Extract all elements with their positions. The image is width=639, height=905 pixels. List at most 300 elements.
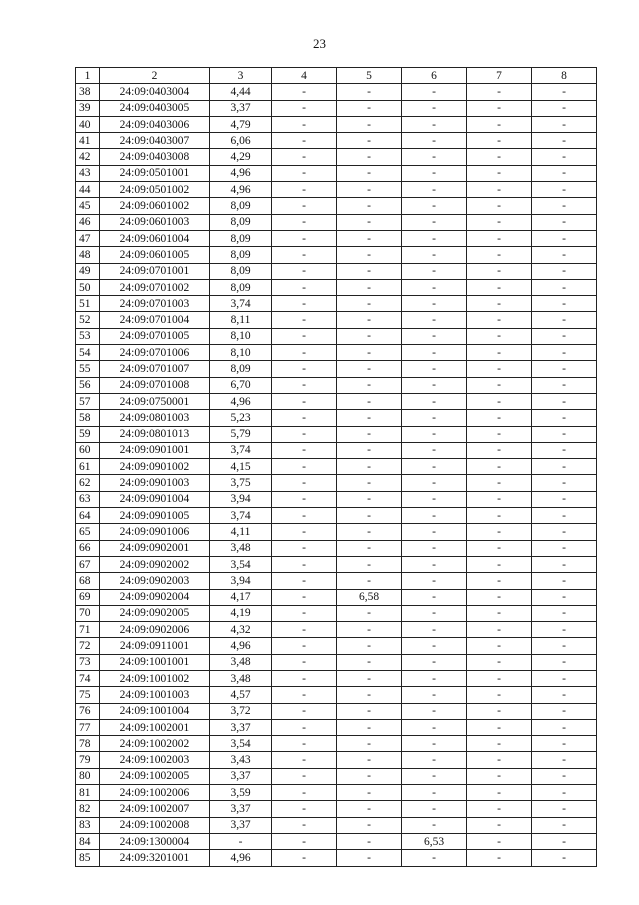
row-number-cell: 57	[76, 393, 100, 409]
value-col-7-cell: -	[467, 785, 532, 801]
cadastral-number-cell: 24:09:0901003	[100, 475, 210, 491]
table-row	[76, 198, 597, 214]
value-col-6-cell: -	[402, 736, 467, 752]
value-col-5-cell: -	[337, 312, 402, 328]
value-col-8-cell: -	[532, 719, 597, 735]
value-col-6-cell: -	[402, 573, 467, 589]
table-row	[76, 785, 597, 801]
value-col-4-cell: -	[272, 345, 337, 361]
value-col-8-cell: -	[532, 279, 597, 295]
value-col-5-cell: -	[337, 785, 402, 801]
cadastral-number-cell: 24:09:0701003	[100, 296, 210, 312]
value-col-8-cell: -	[532, 393, 597, 409]
cadastral-number-cell: 24:09:3201001	[100, 850, 210, 866]
row-number-cell: 60	[76, 442, 100, 458]
value-col-8-cell: -	[532, 768, 597, 784]
value-col-6-cell: -	[402, 312, 467, 328]
value-col-5-cell: -	[337, 426, 402, 442]
cadastral-number-cell: 24:09:0901004	[100, 491, 210, 507]
table-row	[76, 736, 597, 752]
row-number-cell: 82	[76, 801, 100, 817]
value-col-7-cell: -	[467, 328, 532, 344]
value-col-8-cell: -	[532, 638, 597, 654]
value-col-6-cell: -	[402, 459, 467, 475]
value-col-8-cell: -	[532, 556, 597, 572]
table-row	[76, 84, 597, 100]
value-col-6-cell: -	[402, 214, 467, 230]
value-col-4-cell: -	[272, 817, 337, 833]
cadastral-number-cell: 24:09:1002001	[100, 719, 210, 735]
value-col-7-cell: -	[467, 442, 532, 458]
value-col-6-cell: -	[402, 442, 467, 458]
value-col-3-cell: 8,09	[210, 279, 272, 295]
value-col-8-cell: -	[532, 850, 597, 866]
cadastral-number-cell: 24:09:0403006	[100, 116, 210, 132]
value-col-6-cell: -	[402, 133, 467, 149]
value-col-5-cell: -	[337, 459, 402, 475]
column-header-8: 8	[532, 68, 597, 84]
row-number-cell: 49	[76, 263, 100, 279]
value-col-8-cell: -	[532, 670, 597, 686]
cadastral-number-cell: 24:09:1001003	[100, 687, 210, 703]
row-number-cell: 52	[76, 312, 100, 328]
value-col-3-cell: 4,96	[210, 182, 272, 198]
value-col-4-cell: -	[272, 361, 337, 377]
cadastral-number-cell: 24:09:1002005	[100, 768, 210, 784]
value-col-3-cell: 3,59	[210, 785, 272, 801]
value-col-7-cell: -	[467, 752, 532, 768]
cadastral-number-cell: 24:09:0901002	[100, 459, 210, 475]
value-col-6-cell: -	[402, 850, 467, 866]
value-col-3-cell: 5,23	[210, 410, 272, 426]
value-col-3-cell: 4,44	[210, 84, 272, 100]
value-col-3-cell: -	[210, 833, 272, 849]
value-col-5-cell: -	[337, 230, 402, 246]
value-col-7-cell: -	[467, 508, 532, 524]
value-col-7-cell: -	[467, 654, 532, 670]
value-col-3-cell: 5,79	[210, 426, 272, 442]
cadastral-number-cell: 24:09:1300004	[100, 833, 210, 849]
value-col-3-cell: 6,06	[210, 133, 272, 149]
row-number-cell: 48	[76, 247, 100, 263]
cadastral-number-cell: 24:09:0601002	[100, 198, 210, 214]
cadastral-number-cell: 24:09:0750001	[100, 393, 210, 409]
cadastral-number-cell: 24:09:0801013	[100, 426, 210, 442]
value-col-8-cell: -	[532, 214, 597, 230]
value-col-3-cell: 3,37	[210, 768, 272, 784]
value-col-8-cell: -	[532, 524, 597, 540]
value-col-5-cell: -	[337, 475, 402, 491]
row-number-cell: 68	[76, 573, 100, 589]
value-col-5-cell: -	[337, 573, 402, 589]
value-col-4-cell: -	[272, 605, 337, 621]
value-col-4-cell: -	[272, 442, 337, 458]
value-col-4-cell: -	[272, 165, 337, 181]
value-col-4-cell: -	[272, 230, 337, 246]
cadastral-number-cell: 24:09:0902001	[100, 540, 210, 556]
value-col-4-cell: -	[272, 296, 337, 312]
value-col-5-cell: -	[337, 165, 402, 181]
row-number-cell: 83	[76, 817, 100, 833]
value-col-8-cell: -	[532, 801, 597, 817]
value-col-3-cell: 6,70	[210, 377, 272, 393]
value-col-3-cell: 3,94	[210, 491, 272, 507]
value-col-5-cell: -	[337, 622, 402, 638]
value-col-7-cell: -	[467, 475, 532, 491]
value-col-3-cell: 3,74	[210, 442, 272, 458]
table-row	[76, 719, 597, 735]
table-row	[76, 312, 597, 328]
cadastral-number-cell: 24:09:1002006	[100, 785, 210, 801]
data-table	[75, 67, 597, 867]
cadastral-number-cell: 24:09:0501002	[100, 182, 210, 198]
value-col-6-cell: -	[402, 475, 467, 491]
value-col-6-cell: -	[402, 817, 467, 833]
value-col-4-cell: -	[272, 524, 337, 540]
table-row	[76, 703, 597, 719]
cadastral-number-cell: 24:09:0701006	[100, 345, 210, 361]
value-col-7-cell: -	[467, 345, 532, 361]
value-col-3-cell: 3,94	[210, 573, 272, 589]
value-col-5-cell: -	[337, 328, 402, 344]
value-col-5-cell: -	[337, 410, 402, 426]
value-col-6-cell: -	[402, 703, 467, 719]
value-col-7-cell: -	[467, 459, 532, 475]
value-col-8-cell: -	[532, 230, 597, 246]
value-col-7-cell: -	[467, 817, 532, 833]
value-col-4-cell: -	[272, 687, 337, 703]
value-col-3-cell: 8,09	[210, 247, 272, 263]
value-col-7-cell: -	[467, 833, 532, 849]
value-col-7-cell: -	[467, 149, 532, 165]
row-number-cell: 61	[76, 459, 100, 475]
value-col-7-cell: -	[467, 687, 532, 703]
value-col-8-cell: -	[532, 442, 597, 458]
value-col-8-cell: -	[532, 508, 597, 524]
value-col-5-cell: -	[337, 605, 402, 621]
value-col-5-cell: -	[337, 100, 402, 116]
table-row	[76, 654, 597, 670]
value-col-8-cell: -	[532, 573, 597, 589]
table-row	[76, 556, 597, 572]
table-row	[76, 540, 597, 556]
value-col-3-cell: 8,09	[210, 198, 272, 214]
cadastral-number-cell: 24:09:1001001	[100, 654, 210, 670]
table-row	[76, 459, 597, 475]
value-col-4-cell: -	[272, 638, 337, 654]
table-row	[76, 361, 597, 377]
value-col-6-cell: -	[402, 670, 467, 686]
table-row	[76, 182, 597, 198]
table-row	[76, 491, 597, 507]
value-col-5-cell: -	[337, 149, 402, 165]
value-col-5-cell: -	[337, 345, 402, 361]
value-col-5-cell: -	[337, 84, 402, 100]
row-number-cell: 45	[76, 198, 100, 214]
column-header-1: 1	[76, 68, 100, 84]
value-col-8-cell: -	[532, 817, 597, 833]
value-col-5-cell: -	[337, 556, 402, 572]
cadastral-number-cell: 24:09:1002003	[100, 752, 210, 768]
value-col-8-cell: -	[532, 100, 597, 116]
value-col-5-cell: -	[337, 214, 402, 230]
value-col-5-cell: -	[337, 442, 402, 458]
value-col-6-cell: -	[402, 116, 467, 132]
value-col-4-cell: -	[272, 833, 337, 849]
value-col-7-cell: -	[467, 573, 532, 589]
cadastral-number-cell: 24:09:0901005	[100, 508, 210, 524]
value-col-8-cell: -	[532, 296, 597, 312]
value-col-3-cell: 3,48	[210, 540, 272, 556]
value-col-8-cell: -	[532, 149, 597, 165]
value-col-4-cell: -	[272, 393, 337, 409]
value-col-3-cell: 4,96	[210, 165, 272, 181]
value-col-6-cell: -	[402, 801, 467, 817]
row-number-cell: 46	[76, 214, 100, 230]
value-col-5-cell: -	[337, 703, 402, 719]
value-col-7-cell: -	[467, 198, 532, 214]
value-col-4-cell: -	[272, 573, 337, 589]
table-row	[76, 850, 597, 866]
value-col-6-cell: -	[402, 687, 467, 703]
value-col-5-cell: -	[337, 540, 402, 556]
value-col-5-cell: -	[337, 736, 402, 752]
row-number-cell: 55	[76, 361, 100, 377]
value-col-5-cell: -	[337, 817, 402, 833]
value-col-3-cell: 8,11	[210, 312, 272, 328]
value-col-5-cell: -	[337, 263, 402, 279]
value-col-3-cell: 8,10	[210, 345, 272, 361]
value-col-6-cell: 6,53	[402, 833, 467, 849]
value-col-7-cell: -	[467, 736, 532, 752]
table-row	[76, 605, 597, 621]
table-row	[76, 328, 597, 344]
cadastral-number-cell: 24:09:1001004	[100, 703, 210, 719]
value-col-5-cell: -	[337, 116, 402, 132]
value-col-8-cell: -	[532, 263, 597, 279]
row-number-cell: 62	[76, 475, 100, 491]
table-row	[76, 100, 597, 116]
cadastral-number-cell: 24:09:0911001	[100, 638, 210, 654]
value-col-6-cell: -	[402, 345, 467, 361]
value-col-3-cell: 4,29	[210, 149, 272, 165]
value-col-4-cell: -	[272, 556, 337, 572]
table-body	[76, 84, 597, 866]
value-col-5-cell: 6,58	[337, 589, 402, 605]
table-row	[76, 165, 597, 181]
value-col-7-cell: -	[467, 361, 532, 377]
value-col-6-cell: -	[402, 556, 467, 572]
value-col-4-cell: -	[272, 752, 337, 768]
value-col-7-cell: -	[467, 133, 532, 149]
value-col-3-cell: 3,48	[210, 654, 272, 670]
table-row	[76, 442, 597, 458]
cadastral-number-cell: 24:09:0701002	[100, 279, 210, 295]
cadastral-number-cell: 24:09:0501001	[100, 165, 210, 181]
table-row	[76, 687, 597, 703]
table-row	[76, 426, 597, 442]
column-header-6: 6	[402, 68, 467, 84]
row-number-cell: 74	[76, 670, 100, 686]
value-col-4-cell: -	[272, 785, 337, 801]
row-number-cell: 53	[76, 328, 100, 344]
table-row	[76, 524, 597, 540]
value-col-8-cell: -	[532, 833, 597, 849]
value-col-3-cell: 8,09	[210, 361, 272, 377]
row-number-cell: 43	[76, 165, 100, 181]
row-number-cell: 80	[76, 768, 100, 784]
value-col-4-cell: -	[272, 736, 337, 752]
value-col-6-cell: -	[402, 182, 467, 198]
value-col-8-cell: -	[532, 752, 597, 768]
value-col-4-cell: -	[272, 426, 337, 442]
value-col-4-cell: -	[272, 116, 337, 132]
value-col-3-cell: 3,75	[210, 475, 272, 491]
row-number-cell: 64	[76, 508, 100, 524]
value-col-4-cell: -	[272, 801, 337, 817]
table-row	[76, 279, 597, 295]
table-header-row	[76, 68, 597, 84]
cadastral-number-cell: 24:09:1002008	[100, 817, 210, 833]
table-row	[76, 508, 597, 524]
table-row	[76, 589, 597, 605]
value-col-4-cell: -	[272, 589, 337, 605]
row-number-cell: 67	[76, 556, 100, 572]
value-col-5-cell: -	[337, 508, 402, 524]
value-col-4-cell: -	[272, 508, 337, 524]
cadastral-number-cell: 24:09:0403008	[100, 149, 210, 165]
table-row	[76, 263, 597, 279]
table-row	[76, 752, 597, 768]
row-number-cell: 54	[76, 345, 100, 361]
value-col-5-cell: -	[337, 524, 402, 540]
value-col-7-cell: -	[467, 524, 532, 540]
value-col-7-cell: -	[467, 182, 532, 198]
value-col-3-cell: 3,54	[210, 736, 272, 752]
cadastral-number-cell: 24:09:0601005	[100, 247, 210, 263]
row-number-cell: 72	[76, 638, 100, 654]
value-col-4-cell: -	[272, 247, 337, 263]
value-col-7-cell: -	[467, 556, 532, 572]
value-col-8-cell: -	[532, 622, 597, 638]
row-number-cell: 41	[76, 133, 100, 149]
value-col-7-cell: -	[467, 801, 532, 817]
row-number-cell: 56	[76, 377, 100, 393]
value-col-7-cell: -	[467, 622, 532, 638]
value-col-3-cell: 8,09	[210, 230, 272, 246]
value-col-6-cell: -	[402, 100, 467, 116]
table-row	[76, 149, 597, 165]
cadastral-number-cell: 24:09:0701008	[100, 377, 210, 393]
cadastral-number-cell: 24:09:0902004	[100, 589, 210, 605]
value-col-3-cell: 4,79	[210, 116, 272, 132]
value-col-4-cell: -	[272, 100, 337, 116]
value-col-4-cell: -	[272, 198, 337, 214]
value-col-4-cell: -	[272, 263, 337, 279]
value-col-3-cell: 4,17	[210, 589, 272, 605]
value-col-3-cell: 4,15	[210, 459, 272, 475]
table-row	[76, 801, 597, 817]
value-col-5-cell: -	[337, 638, 402, 654]
value-col-5-cell: -	[337, 279, 402, 295]
value-col-3-cell: 3,54	[210, 556, 272, 572]
value-col-8-cell: -	[532, 247, 597, 263]
value-col-7-cell: -	[467, 296, 532, 312]
value-col-8-cell: -	[532, 410, 597, 426]
value-col-3-cell: 3,37	[210, 100, 272, 116]
value-col-7-cell: -	[467, 165, 532, 181]
value-col-3-cell: 8,09	[210, 214, 272, 230]
value-col-7-cell: -	[467, 605, 532, 621]
value-col-7-cell: -	[467, 116, 532, 132]
value-col-6-cell: -	[402, 768, 467, 784]
cadastral-number-cell: 24:09:0403004	[100, 84, 210, 100]
value-col-6-cell: -	[402, 230, 467, 246]
row-number-cell: 42	[76, 149, 100, 165]
value-col-3-cell: 8,10	[210, 328, 272, 344]
value-col-4-cell: -	[272, 540, 337, 556]
value-col-3-cell: 4,57	[210, 687, 272, 703]
value-col-8-cell: -	[532, 589, 597, 605]
value-col-8-cell: -	[532, 540, 597, 556]
value-col-3-cell: 3,72	[210, 703, 272, 719]
value-col-3-cell: 4,11	[210, 524, 272, 540]
row-number-cell: 73	[76, 654, 100, 670]
value-col-5-cell: -	[337, 687, 402, 703]
value-col-7-cell: -	[467, 703, 532, 719]
value-col-7-cell: -	[467, 850, 532, 866]
value-col-7-cell: -	[467, 100, 532, 116]
value-col-6-cell: -	[402, 296, 467, 312]
cadastral-number-cell: 24:09:0902003	[100, 573, 210, 589]
value-col-8-cell: -	[532, 182, 597, 198]
cadastral-number-cell: 24:09:0902006	[100, 622, 210, 638]
value-col-6-cell: -	[402, 377, 467, 393]
cadastral-number-cell: 24:09:0403005	[100, 100, 210, 116]
value-col-3-cell: 3,74	[210, 296, 272, 312]
value-col-5-cell: -	[337, 752, 402, 768]
row-number-cell: 63	[76, 491, 100, 507]
value-col-5-cell: -	[337, 850, 402, 866]
value-col-7-cell: -	[467, 312, 532, 328]
row-number-cell: 76	[76, 703, 100, 719]
value-col-7-cell: -	[467, 589, 532, 605]
value-col-6-cell: -	[402, 719, 467, 735]
value-col-6-cell: -	[402, 785, 467, 801]
value-col-6-cell: -	[402, 426, 467, 442]
table-row	[76, 230, 597, 246]
row-number-cell: 70	[76, 605, 100, 621]
cadastral-number-cell: 24:09:1001002	[100, 670, 210, 686]
value-col-5-cell: -	[337, 801, 402, 817]
column-header-2: 2	[100, 68, 210, 84]
value-col-4-cell: -	[272, 312, 337, 328]
value-col-3-cell: 8,09	[210, 263, 272, 279]
value-col-3-cell: 3,74	[210, 508, 272, 524]
row-number-cell: 79	[76, 752, 100, 768]
table-row	[76, 638, 597, 654]
value-col-4-cell: -	[272, 475, 337, 491]
value-col-7-cell: -	[467, 768, 532, 784]
value-col-4-cell: -	[272, 719, 337, 735]
row-number-cell: 38	[76, 84, 100, 100]
row-number-cell: 69	[76, 589, 100, 605]
value-col-7-cell: -	[467, 279, 532, 295]
value-col-7-cell: -	[467, 377, 532, 393]
cadastral-number-cell: 24:09:1002002	[100, 736, 210, 752]
value-col-5-cell: -	[337, 833, 402, 849]
row-number-cell: 50	[76, 279, 100, 295]
